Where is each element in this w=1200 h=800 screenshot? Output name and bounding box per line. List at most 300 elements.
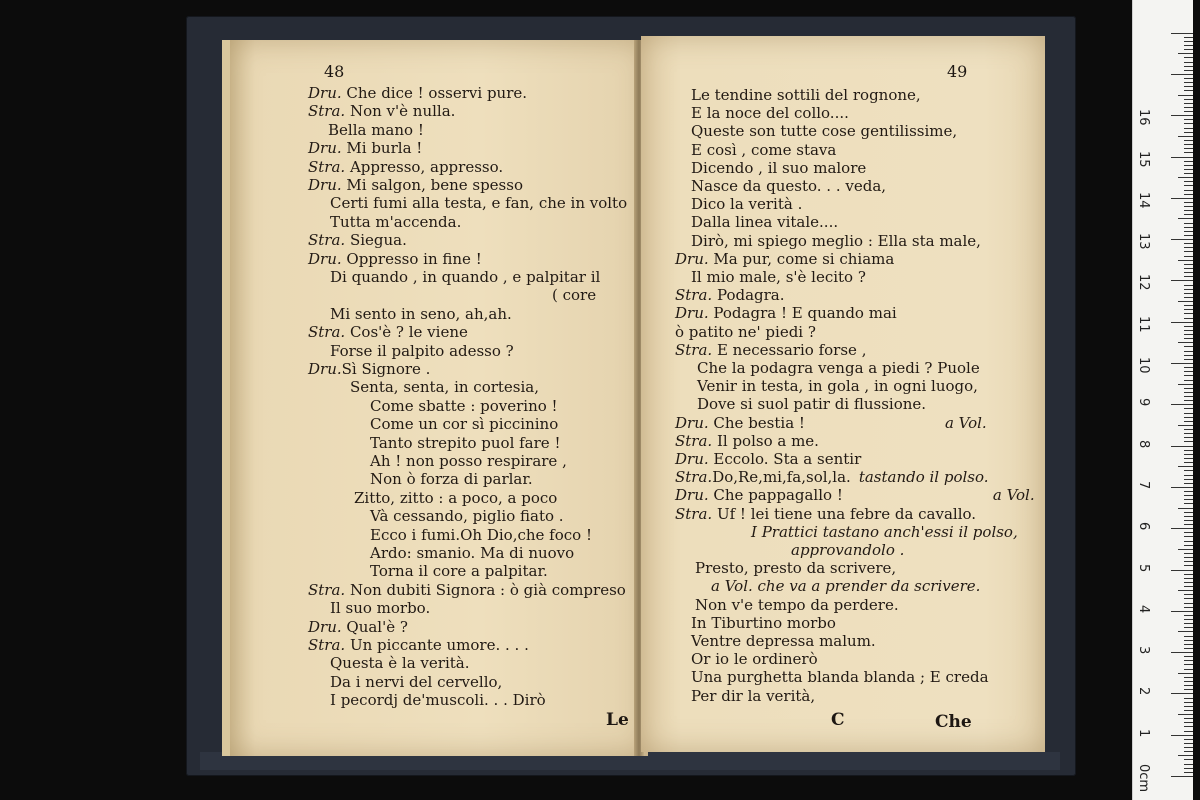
line-text: Ma pur, come si chiama (708, 249, 895, 268)
speaker-name: Dru. (675, 249, 709, 268)
text-line (308, 360, 430, 378)
speaker-name: Stra. (308, 102, 346, 121)
text-line (675, 450, 861, 468)
ruler-number: 4 (1136, 604, 1151, 614)
ruler-tick (1184, 351, 1193, 352)
text-line (675, 323, 816, 341)
ruler-tick (1184, 681, 1193, 682)
ruler-tick (1184, 660, 1193, 661)
line-text: Ah ! non posso respirare , (370, 452, 567, 470)
text-line (330, 654, 469, 672)
ruler-tick (1184, 181, 1193, 182)
text-line (308, 636, 529, 654)
text-line (675, 286, 785, 304)
left-page (222, 40, 648, 756)
line-text: Dico la verità . (691, 195, 803, 214)
text-line (330, 691, 546, 709)
speaker-name: Stra. (675, 431, 713, 450)
ruler-tick (1184, 475, 1193, 476)
line-text: Do,Re,mi,fa,sol,la. (712, 468, 851, 487)
ruler-tick (1184, 557, 1193, 558)
left-catchword: Le (606, 710, 629, 730)
ruler-tick (1184, 561, 1193, 562)
ruler-tick (1184, 462, 1193, 463)
ruler-number: 1 (1136, 728, 1151, 737)
line-text: Mi salgon, bene spesso (341, 176, 523, 194)
ruler-tick (1184, 392, 1193, 393)
ruler-tick (1184, 499, 1193, 500)
ruler-tick (1184, 272, 1193, 273)
ruler-tick (1184, 297, 1193, 298)
text-line (691, 687, 815, 705)
ruler-tick (1171, 33, 1193, 34)
ruler-tick (1178, 260, 1193, 261)
ruler-tick (1184, 698, 1193, 699)
ruler-tick (1171, 776, 1193, 777)
ruler-tick (1184, 41, 1193, 42)
ruler-tick (1184, 210, 1193, 211)
ruler-tick (1184, 706, 1193, 707)
stage-direction: a Vol. (992, 486, 1035, 505)
text-line (691, 232, 981, 250)
speaker-name: Dru. (308, 360, 342, 378)
ruler-tick (1184, 62, 1193, 63)
text-line (330, 342, 514, 360)
line-text: Per dir la verità, (691, 686, 816, 705)
ruler-tick (1184, 371, 1193, 372)
ruler-tick (1184, 495, 1193, 496)
line-text: Il polso a me. (712, 431, 819, 450)
line-text: Dirò, mi spiego meglio : Ella sta male, (691, 231, 981, 250)
ruler-tick (1184, 623, 1193, 624)
stage-direction: I Prattici tastano anch'essi il polso, (751, 522, 1018, 541)
line-text: Questa è la verità. (330, 654, 470, 673)
ruler-tick (1184, 648, 1193, 649)
ruler-tick (1184, 289, 1193, 290)
ruler-tick (1184, 512, 1193, 513)
ruler-tick (1184, 367, 1193, 368)
text-line (370, 526, 592, 544)
ruler-tick (1184, 545, 1193, 546)
ruler-tick (1184, 227, 1193, 228)
line-text: Qual'è ? (341, 617, 408, 636)
measurement-ruler (1132, 0, 1193, 800)
line-text: Queste son tutte cose gentilissime, (691, 122, 958, 141)
ruler-tick (1184, 293, 1193, 294)
ruler-tick (1184, 710, 1193, 711)
ruler-tick (1171, 693, 1193, 694)
line-text: Tutta m'accenda. (330, 212, 462, 231)
text-line (370, 470, 533, 488)
text-line (370, 544, 574, 562)
speaker-name: Dru. (308, 617, 342, 636)
ruler-tick (1184, 285, 1193, 286)
ruler-tick (1184, 165, 1193, 166)
text-line (308, 581, 626, 599)
ruler-tick (1171, 157, 1193, 158)
ruler-number: 8 (1136, 439, 1151, 448)
line-text: Presto, presto da scrivere, (695, 559, 897, 578)
ruler-tick (1184, 421, 1193, 422)
text-line (308, 139, 422, 157)
text-line (330, 599, 430, 617)
line-text: E così , come stava (691, 140, 837, 159)
ruler-tick (1184, 516, 1193, 517)
ruler-tick (1178, 95, 1193, 96)
text-line (308, 158, 503, 176)
line-text: Mi sento in seno, ah,ah. (330, 304, 512, 323)
ruler-tick (1184, 161, 1193, 162)
ruler-tick (1184, 433, 1193, 434)
ruler-number: 16 (1136, 109, 1151, 126)
ruler-tick (1184, 86, 1193, 87)
ruler-tick (1184, 751, 1193, 752)
ruler-tick (1184, 677, 1193, 678)
ruler-tick (1178, 301, 1193, 302)
ruler-tick (1171, 198, 1193, 199)
ruler-tick (1184, 396, 1193, 397)
ruler-number: 2 (1136, 687, 1151, 696)
speaker-name: Stra. (675, 340, 713, 359)
line-text: Mi burla ! (341, 139, 423, 158)
line-text: Come un cor sì piccinino (370, 415, 559, 434)
ruler-tick (1184, 355, 1193, 356)
text-line (781, 541, 904, 559)
text-line (330, 213, 461, 231)
line-text: ò patito ne' piedi ? (675, 322, 816, 341)
ruler-tick (1184, 140, 1193, 141)
ruler-tick (1184, 144, 1193, 145)
ruler-tick (1171, 363, 1193, 364)
ruler-tick (1184, 743, 1193, 744)
ruler-tick (1184, 739, 1193, 740)
speaker-name: Stra. (675, 504, 713, 523)
ruler-tick (1184, 627, 1193, 628)
line-text: Una purghetta blanda blanda ; E creda (691, 668, 989, 687)
text-line (308, 618, 408, 636)
ruler-tick (1171, 74, 1193, 75)
ruler-tick (1184, 479, 1193, 480)
text-line (691, 141, 836, 159)
line-text: Ardo: smanio. Ma di nuovo (370, 544, 575, 562)
ruler-tick (1184, 326, 1193, 327)
speaker-name: Dru. (675, 304, 709, 323)
ruler-tick (1184, 231, 1193, 232)
ruler-tick (1184, 313, 1193, 314)
ruler-tick (1171, 446, 1193, 447)
ruler-tick (1184, 388, 1193, 389)
line-text: Il mio male, s'è lecito ? (691, 268, 866, 286)
ruler-tick (1184, 57, 1193, 58)
line-text: Il suo morbo. (330, 599, 431, 618)
text-line (370, 434, 560, 452)
text-line (370, 415, 558, 433)
ruler-tick (1184, 37, 1193, 38)
ruler-tick (1184, 194, 1193, 195)
ruler-tick (1184, 206, 1193, 207)
ruler-tick (1184, 408, 1193, 409)
speaker-name: Dru. (308, 249, 342, 268)
text-line (741, 523, 1018, 541)
ruler-tick (1171, 652, 1193, 653)
line-text: ( core (552, 286, 597, 305)
line-text: Và cessando, piglio fiato . (370, 507, 564, 526)
line-text: Bella mano ! (328, 120, 424, 139)
ruler-tick (1184, 607, 1193, 608)
line-text: In Tiburtino morbo (691, 613, 836, 632)
ruler-number: 7 (1136, 480, 1151, 490)
line-text: Non v'e tempo da perdere. (695, 595, 899, 614)
line-text: Sì Signore . (341, 360, 431, 378)
ruler-tick (1184, 256, 1193, 257)
text-line (330, 268, 600, 286)
ruler-tick (1184, 759, 1193, 760)
ruler-number: 12 (1136, 274, 1151, 291)
ruler-tick (1184, 768, 1193, 769)
ruler-number: 14 (1136, 191, 1151, 209)
ruler-tick (1184, 565, 1193, 566)
speaker-name: Stra. (675, 286, 713, 305)
ruler-tick (1184, 574, 1193, 575)
text-line (697, 377, 978, 395)
line-text: Uf ! lei tiene una febre da cavallo. (712, 504, 977, 523)
line-text: Cos'è ? le viene (345, 323, 468, 342)
ruler-tick (1171, 280, 1193, 281)
text-line (691, 122, 957, 140)
ruler-tick (1184, 454, 1193, 455)
ruler-tick (1184, 334, 1193, 335)
ruler-tick (1184, 553, 1193, 554)
ruler-tick (1178, 136, 1193, 137)
ruler-number: 5 (1136, 563, 1151, 572)
ruler-tick (1184, 223, 1193, 224)
ruler-number: 15 (1136, 150, 1151, 168)
ruler-tick (1184, 603, 1193, 604)
text-line (691, 195, 802, 213)
ruler-tick (1184, 111, 1193, 112)
ruler-tick (1184, 318, 1193, 319)
text-line (695, 559, 896, 577)
line-text: Le tendine sottili del rognone, (691, 86, 921, 104)
line-text: Non ò forza di parlar. (370, 470, 533, 489)
speaker-name: Stra. (308, 636, 346, 654)
ruler-tick (1184, 123, 1193, 124)
ruler-tick (1171, 115, 1193, 116)
ruler-tick (1184, 582, 1193, 583)
ruler-tick (1184, 78, 1193, 79)
ruler-number: 11 (1136, 315, 1151, 333)
speaker-name: Dru. (675, 450, 709, 468)
line-text: Certi fumi alla testa, e fan, che in volto (330, 194, 628, 213)
text-line (675, 486, 1035, 504)
ruler-tick (1184, 235, 1193, 236)
line-text: I pecordj de'muscoli. . . Dirò (330, 691, 546, 710)
ruler-tick (1184, 107, 1193, 108)
line-text: Un piccante umore. . . . (345, 636, 529, 654)
ruler-tick (1184, 66, 1193, 67)
line-text: Tanto strepito puol fare ! (370, 433, 561, 452)
line-text: Che pappagallo ! (708, 486, 843, 505)
ruler-tick (1178, 466, 1193, 467)
ruler-number: 6 (1136, 522, 1151, 531)
ruler-tick (1184, 578, 1193, 579)
ruler-tick (1184, 503, 1193, 504)
line-text: Forse il palpito adesso ? (330, 341, 514, 360)
ruler-tick (1184, 669, 1193, 670)
text-line (701, 577, 980, 595)
ruler-tick (1184, 49, 1193, 50)
line-text: Non dubiti Signora : ò già compreso (345, 580, 626, 599)
ruler-tick (1184, 190, 1193, 191)
speaker-name: Dru. (308, 84, 342, 102)
line-text: Dalla linea vitale.... (691, 213, 839, 232)
speaker-name: Stra. (308, 231, 346, 250)
ruler-tick (1184, 772, 1193, 773)
line-text: Come sbatte : poverino ! (370, 396, 558, 415)
text-line (370, 452, 567, 470)
ruler-tick (1184, 437, 1193, 438)
right-page-text (641, 36, 1045, 752)
line-text: Senta, senta, in cortesia, (350, 378, 540, 397)
ruler-number: 10 (1136, 357, 1151, 374)
stage-direction: approvandolo . (791, 541, 905, 559)
ruler-tick (1184, 541, 1193, 542)
text-line (354, 489, 557, 507)
ruler-tick (1171, 487, 1193, 488)
ruler-number: 9 (1136, 398, 1151, 407)
ruler-tick (1184, 689, 1193, 690)
right-catchword: Che (935, 712, 972, 732)
text-line (308, 231, 407, 249)
ruler-tick (1184, 247, 1193, 248)
ruler-tick (1178, 508, 1193, 509)
text-line (308, 176, 523, 194)
text-line (308, 102, 455, 120)
ruler-tick (1184, 148, 1193, 149)
text-line (675, 341, 866, 359)
text-line (675, 250, 894, 268)
right-page-number: 49 (947, 62, 968, 81)
ruler-tick (1184, 380, 1193, 381)
ruler-tick (1171, 404, 1193, 405)
ruler-tick (1184, 330, 1193, 331)
text-line (691, 650, 818, 668)
ruler-tick (1184, 375, 1193, 376)
ruler-tick (1178, 384, 1193, 385)
line-text: Ventre depressa malum. (691, 632, 876, 650)
ruler-tick (1184, 520, 1193, 521)
line-text: Nasce da questo. . . veda, (691, 177, 887, 195)
speaker-name: Dru. (308, 176, 342, 194)
ruler-tick (1184, 483, 1193, 484)
ruler-tick (1178, 218, 1193, 219)
ruler-tick (1171, 735, 1193, 736)
ruler-tick (1184, 586, 1193, 587)
ruler-tick (1184, 747, 1193, 748)
ruler-tick (1184, 346, 1193, 347)
line-text: Dove si suol patir di flussione. (697, 395, 927, 414)
ruler-tick (1184, 417, 1193, 418)
text-line (675, 468, 989, 486)
text-line (370, 562, 548, 580)
ruler-tick (1178, 590, 1193, 591)
ruler-tick (1184, 400, 1193, 401)
text-line (675, 304, 897, 322)
speaker-name: Stra. (308, 580, 346, 599)
ruler-tick (1184, 90, 1193, 91)
text-line (697, 359, 980, 377)
ruler-tick (1178, 425, 1193, 426)
ruler-tick (1184, 619, 1193, 620)
ruler-tick (1171, 611, 1193, 612)
text-line (697, 395, 926, 413)
text-line (328, 121, 424, 139)
ruler-tick (1171, 570, 1193, 571)
ruler-tick (1178, 177, 1193, 178)
speaker-name: Dru. (675, 413, 709, 432)
line-text: Venir in testa, in gola , in ogni luogo, (697, 377, 978, 396)
left-page-number: 48 (324, 62, 345, 81)
text-line (330, 194, 627, 212)
ruler-tick (1184, 103, 1193, 104)
ruler-tick (1184, 458, 1193, 459)
line-text: Che bestia ! (708, 413, 805, 432)
text-line (675, 432, 819, 450)
ruler-tick (1184, 173, 1193, 174)
line-text: Or io le ordinerò (691, 650, 818, 669)
text-line (675, 505, 976, 523)
line-text: Non v'è nulla. (345, 102, 456, 121)
ruler-tick (1184, 450, 1193, 451)
ruler-tick (1184, 119, 1193, 120)
text-line (552, 286, 596, 304)
text-line (691, 177, 886, 195)
ruler-tick (1184, 276, 1193, 277)
text-line (330, 673, 502, 691)
line-text: Torna il core a palpitar. (370, 562, 548, 581)
line-text: Eccolo. Sta a sentir (708, 450, 862, 468)
ruler-tick (1184, 656, 1193, 657)
text-line (691, 632, 876, 650)
text-line (691, 86, 921, 104)
ruler-tick (1184, 128, 1193, 129)
line-text: Dicendo , il suo malore (691, 158, 867, 177)
line-text: Podagra ! E quando mai (708, 304, 897, 323)
ruler-tick (1184, 598, 1193, 599)
ruler-tick (1184, 251, 1193, 252)
ruler-tick (1178, 342, 1193, 343)
ruler-tick (1178, 53, 1193, 54)
line-text: Zitto, zitto : a poco, a poco (354, 488, 558, 507)
ruler-tick (1184, 615, 1193, 616)
text-line (691, 668, 989, 686)
ruler-tick (1178, 673, 1193, 674)
ruler-tick (1171, 322, 1193, 323)
ruler-tick (1184, 636, 1193, 637)
ruler-tick (1184, 726, 1193, 727)
ruler-tick (1184, 338, 1193, 339)
ruler-tick (1184, 185, 1193, 186)
speaker-name: Stra. (308, 157, 346, 176)
line-text: Siegua. (345, 231, 407, 250)
ruler-tick (1184, 644, 1193, 645)
line-text: Ecco i fumi.Oh Dio,che foco ! (370, 525, 592, 544)
ruler-tick (1184, 99, 1193, 100)
line-text: Che dice ! osservi pure. (341, 84, 528, 102)
ruler-tick (1184, 536, 1193, 537)
text-line (691, 213, 838, 231)
text-line (308, 250, 482, 268)
